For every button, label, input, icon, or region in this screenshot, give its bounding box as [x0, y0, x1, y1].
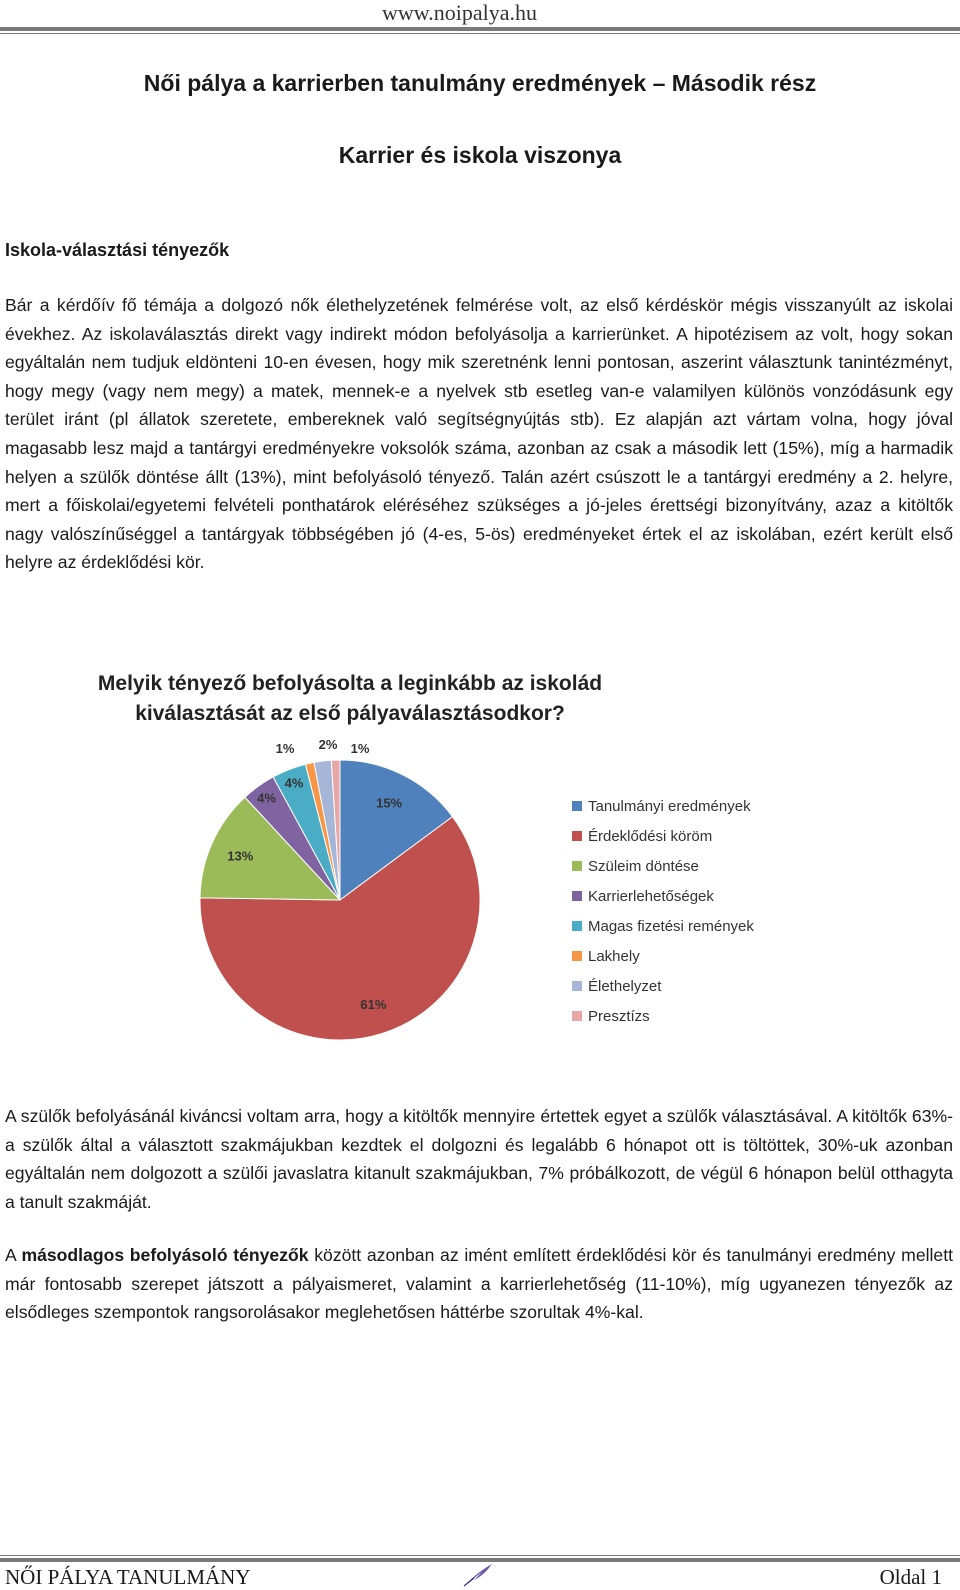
footer-rule-thin	[0, 1555, 960, 1556]
feather-logo-icon	[460, 1562, 494, 1588]
legend-swatch-2	[572, 861, 582, 871]
header-rule-thin	[0, 33, 960, 34]
paragraph-secondary	[5, 1241, 953, 1327]
paragraph-intro: Bár a kérdőív fő témája a dolgozó nők élethelyzetének felmérése volt, az első kérdéskör mégis visszanyúlt az iskolai évekhez. Az iskolaválasztás direkt vagy indirekt módon befolyásolja a karrierünket. A hipotézisem az volt, hogy sokan egyáltalán nem tudjuk eldönteni 10-en évesen, hogy mik szeretnénk lenni pontosan, aszerint választunk tanintézményt, hogy megy (vagy nem megy) a matek, mennek-e a nyelvek stb esetleg van-e valamilyen különös vonzódásunk egy terület iránt (pl állatok szeretete, embereknek való segítségnyújtás stb). Ez alapján azt vártam volna, hogy jóval magasabb lesz majd a tantárgyi eredményekre voksolók száma, azonban az csak a második lett (15%), míg a harmadik helyen a szülők döntése állt (13%), mint befolyásoló tényező. Talán azért csúszott le a tantárgyi eredmény a 2. helyre, mert a főiskolai/egyetemi felvételi ponthatárok eléréséhez szükséges a jó-jeles érettségi bizonyítvány, azaz a kitöltők nagy valószínűséggel a tantárgyak többségében jó (4-es, 5-ös) eredményeket értek el az iskolában, ezért került első helyre az érdeklődési kör.	[5, 295, 953, 573]
legend-label-6: Élethelyzet	[588, 978, 662, 995]
legend-label-7: Presztízs	[588, 1008, 650, 1025]
pie-slice-label-7: 1%	[350, 741, 370, 756]
chart-title-line-1: Melyik tényező befolyásolta a leginkább az iskolád	[97, 672, 603, 695]
legend-swatch-1	[572, 831, 582, 841]
pie-slice-label-0: 15%	[376, 795, 403, 811]
para3-pre: A	[5, 1245, 22, 1265]
header-url[interactable]: www.noipalya.hu	[382, 0, 537, 25]
pie-slice-label-3: 4%	[257, 790, 276, 806]
legend-swatch-7	[572, 1011, 582, 1021]
footer-left-text: NŐI PÁLYA TANULMÁNY	[5, 1565, 251, 1589]
legend-swatch-0	[572, 801, 582, 811]
section-heading: Iskola-választási tényezők	[5, 240, 230, 260]
chart-title-line-2: kiválasztását az első pályaválasztásodkor?	[135, 702, 565, 725]
legend-swatch-4	[572, 921, 582, 931]
pie-slices	[200, 760, 480, 1040]
page-subtitle: Karrier és iskola viszonya	[338, 142, 622, 168]
legend-label-3: Karrierlehetőségek	[588, 888, 714, 905]
chart-legend	[572, 798, 754, 1025]
chart-title	[98, 672, 602, 725]
legend-swatch-3	[572, 891, 582, 901]
pie-slice-label-1: 61%	[360, 996, 387, 1012]
pie-slice-label-4: 4%	[284, 775, 304, 791]
legend-label-0: Tanulmányi eredmények	[588, 798, 751, 815]
pie-chart	[97, 660, 800, 1055]
pie-slice-label-2: 13%	[227, 848, 254, 864]
para3-post: között azonban az imént említett érdeklődési kör és tanulmányi eredmény mellett már fontosabb szerepet játszott a pályaismeret, valamint a karrierlehetőség (11-10%), míg ugyanezen tényezők az elsődleges szempontok rangsorolásakor meglehetősen háttérbe szorultak 4%-kal.	[5, 1245, 953, 1323]
paragraph-parents: A szülők befolyásánál kiváncsi voltam arra, hogy a kitöltők mennyire értettek egyet a szülők választásával. A kitöltők 63%-a szülők által a választott szakmájukban kezdtek el dolgozni és legalább 6 hónapot ott is töltöttek, 30%-uk azonban egyáltalán nem dolgozott a szülői javaslatra kitanult szakmájukban, 7% próbálkozott, de végül 6 hónapon belül otthagyta a tanult szakmáját.	[5, 1106, 953, 1212]
para3-bold: másodlagos befolyásoló tényezők	[21, 1245, 309, 1265]
legend-label-5: Lakhely	[588, 948, 640, 965]
page-title: Női pálya a karrierben tanulmány eredmények – Második rész	[143, 70, 817, 96]
pie-slice-label-5: 1%	[275, 741, 295, 756]
pie-slice-label-6: 2%	[318, 737, 338, 752]
footer-page-number: Oldal 1	[879, 1565, 942, 1589]
legend-label-2: Szüleim döntése	[588, 858, 699, 875]
header-rule	[0, 27, 960, 31]
legend-swatch-6	[572, 981, 582, 991]
legend-swatch-5	[572, 951, 582, 961]
legend-label-1: Érdeklődési köröm	[588, 828, 713, 845]
legend-label-4: Magas fizetési remények	[588, 918, 754, 935]
